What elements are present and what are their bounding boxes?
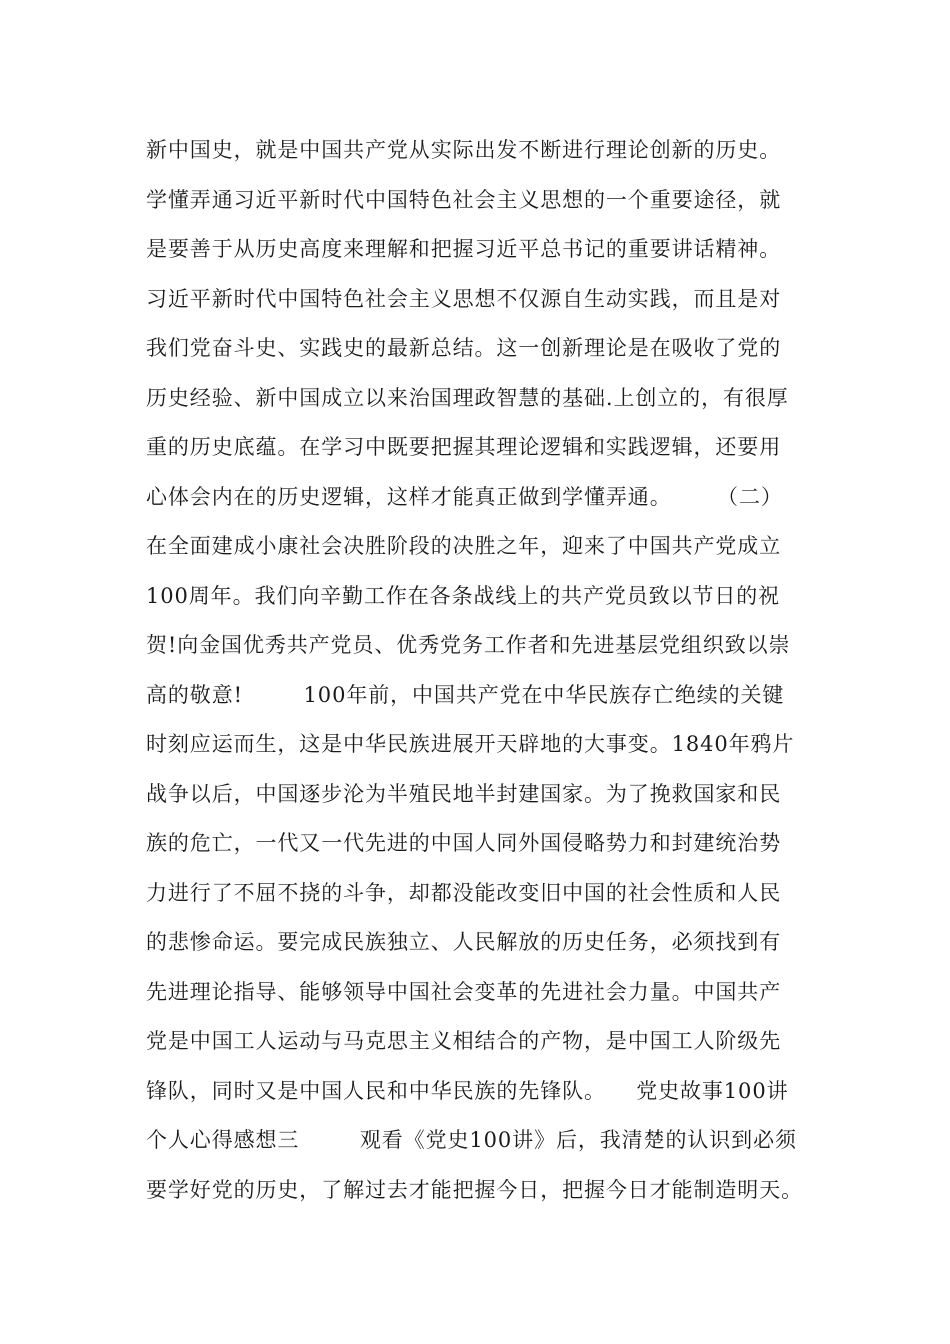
text-line: 在全面建成小康社会决胜阶段的决胜之年，迎来了中国共产党成立: [146, 534, 782, 558]
text-line: 我们党奋斗史、实践史的最新总结。这一创新理论是在吸收了党的: [146, 336, 782, 360]
text-line: 族的危亡，一代又一代先进的中国人同外国侵略势力和封建统治势: [146, 831, 782, 855]
body-text: [146, 126, 836, 1215]
text-line: 力进行了不屈不挠的斗争，却都没能改变旧中国的社会性质和人民: [146, 880, 782, 905]
text-line: 新中国史，就是中国共产党从实际出发不断进行理论创新的历史。: [146, 138, 782, 162]
text-line: 的悲惨命运。要完成民族独立、人民解放的历史任务，必须找到有: [146, 930, 782, 954]
text-line: 高的敬意! 100年前，中国共产党在中华民族存亡绝续的关键: [146, 682, 785, 707]
text-line: 先进理论指导、能够领导中国社会变革的先进社会力量。中国共产: [146, 979, 782, 1004]
text-line: 时刻应运而生，这是中华民族进展开天辟地的大事变。1840年鸦片: [146, 732, 795, 756]
text-line: 是要善于从历史高度来理解和把握习近平总书记的重要讲话精神。: [146, 237, 782, 261]
text-line: 党是中国工人运动与马克思主义相结合的产物，是中国工人阶级先: [146, 1029, 782, 1053]
text-line: 心体会内在的历史逻辑，这样才能真正做到学懂弄通。 （二）: [146, 484, 783, 509]
text-line: 历史经验、新中国成立以来治国理政智慧的基础.上创立的，有很厚: [146, 385, 789, 410]
text-line: 锋队，同时又是中国人民和中华民族的先锋队。 党史故事100讲: [146, 1078, 789, 1103]
text-line: 战争以后，中国逐步沦为半殖民地半封建国家。为了挽救国家和民: [146, 781, 782, 806]
text-line: 要学好党的历史，了解过去才能把握今日，把握今日才能制造明天。: [146, 1177, 803, 1202]
text-line: 贺!向金国优秀共产党员、优秀党务工作者和先进基层党组织致以崇: [146, 633, 791, 657]
text-line: 100周年。我们向辛勤工作在各条战线上的共产党员致以节日的祝: [146, 583, 781, 608]
text-line: 个人心得感想三 观看《党史100讲》后，我清楚的认识到必须: [146, 1128, 797, 1152]
text-line: 学懂弄通习近平新时代中国特色社会主义思想的一个重要途径，就: [146, 187, 782, 212]
text-line: 习近平新时代中国特色社会主义思想不仅源自生动实践，而且是对: [146, 286, 782, 311]
text-line: 重的历史底蕴。在学习中既要把握其理论逻辑和实践逻辑，还要用: [146, 435, 782, 459]
